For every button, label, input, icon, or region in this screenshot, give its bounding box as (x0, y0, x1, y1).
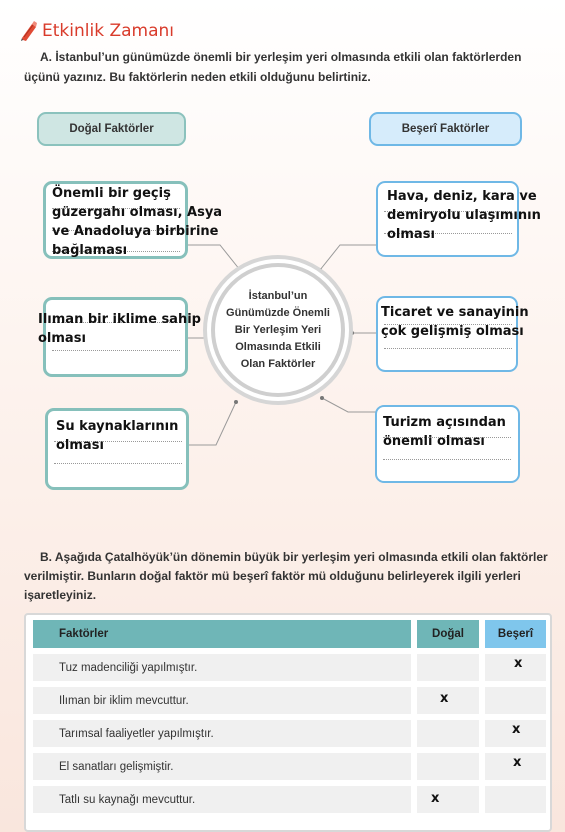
table-row-3-human-mark: x (512, 722, 521, 737)
table-row-3-natural-cell[interactable] (417, 720, 479, 747)
human-factor-answer-1: Hava, deniz, kara ve demiryolu ulaşımının olması (387, 189, 541, 242)
section-b-instruction: B. Aşağıda Çatalhöyük’ün dönemin büyük bir yerleşim yeri olmasında etkili olan faktörler verilmiştir. Bunların doğal faktör mü beşerî faktör mü olduğunu belirleyerek ilgili yerleri işaretleyiniz. (24, 550, 548, 602)
table-row-5-human-cell[interactable] (485, 786, 546, 813)
table-row-5-natural-cell[interactable] (417, 786, 479, 813)
table-row-4-natural-cell[interactable] (417, 753, 479, 780)
human-factor-answer-3: Turizm açısından önemli olması (383, 415, 506, 449)
table-row-1-natural-cell[interactable] (417, 654, 479, 681)
table-header-human: Beşerî (485, 620, 546, 648)
table-row-2-factor: Ilıman bir iklim mevcuttur. (33, 687, 411, 714)
table-row-1-human-mark: x (514, 656, 523, 671)
natural-factor-answer-2: Ilıman bir iklime sahip olması (38, 312, 201, 346)
natural-factor-answer-1: Önemli bir geçiş güzergahı olması, Asya ve Anadoluya birbirine bağlaması (52, 186, 223, 258)
table-row-1-factor: Tuz madenciliği yapılmıştır. (33, 654, 411, 681)
center-circle (211, 263, 345, 397)
table-row-2-human-cell[interactable] (485, 687, 546, 714)
table-header-natural: Doğal (417, 620, 479, 648)
table-header-factors: Faktörler (33, 620, 411, 648)
human-factors-label: Beşerî Faktörler (369, 112, 522, 146)
table-row-3-factor: Tarımsal faaliyetler yapılmıştır. (33, 720, 411, 747)
table-row-5-factor: Tatlı su kaynağı mevcuttur. (33, 786, 411, 813)
natural-factor-answer-3: Su kaynaklarının olması (56, 419, 179, 453)
table-row-4-human-mark: x (513, 755, 522, 770)
table-row-4-factor: El sanatları gelişmiştir. (33, 753, 411, 780)
activity-title: Etkinlik Zamanı (42, 21, 174, 41)
table-row-5-natural-mark: x (431, 791, 440, 806)
section-a-instruction: A. İstanbul’un günümüzde önemli bir yerleşim yeri olmasında etkili olan faktörlerden üçünü yazınız. Bu faktörlerin neden etkili olduğunu belirtiniz. (24, 50, 522, 84)
center-circle-text: İstanbul’un Günümüzde Önemli Bir Yerleşim Yeri Olmasında Etkili Olan Faktörler (226, 289, 330, 370)
human-factor-answer-2: Ticaret ve sanayinin çok gelişmiş olması (381, 305, 529, 339)
natural-factors-label: Doğal Faktörler (37, 112, 186, 146)
table-row-2-natural-mark: x (440, 691, 449, 706)
